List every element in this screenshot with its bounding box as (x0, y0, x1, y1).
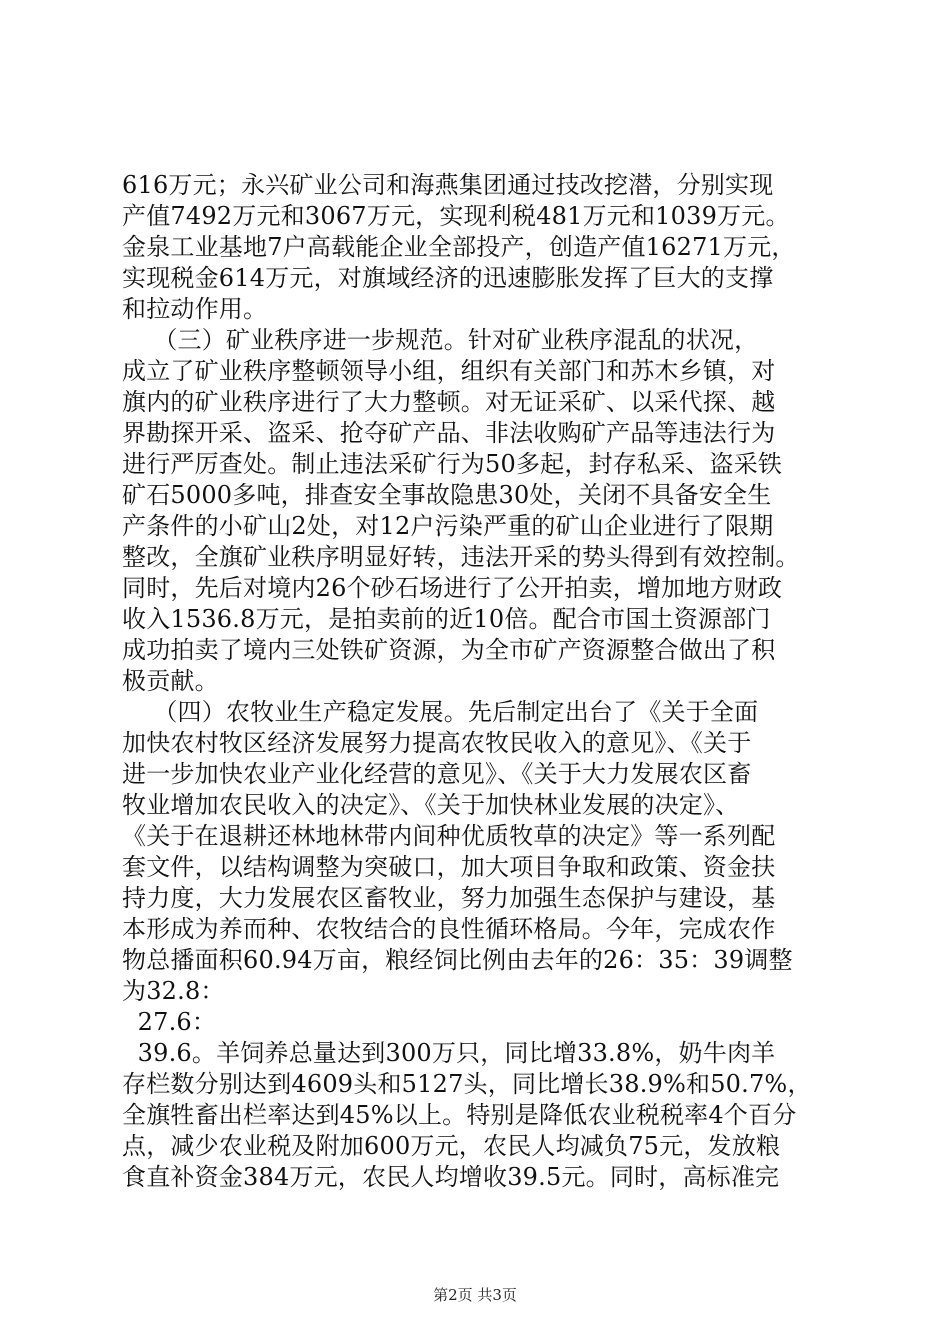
text-line: 产值7492万元和3067万元，实现利税481万元和1039万元。 (122, 202, 790, 230)
text-line: 进一步加快农业产业化经营的意见》、《关于大力发展农区畜 (122, 760, 752, 788)
text-line: 为32.8： (122, 977, 225, 1005)
text-line: （四）农牧业生产稳定发展。先后制定出台了《关于全面 (122, 698, 759, 726)
text-line: 牧业增加农民收入的决定》、《关于加快林业发展的决定》、 (122, 791, 740, 819)
page-footer (0, 1285, 950, 1305)
text-line: 整改，全旗矿业秩序明显好转，违法开采的势头得到有效控制。 (122, 543, 800, 571)
text-line: 《关于在退耕还林地林带内间种优质牧草的决定》等一系列配 (122, 822, 776, 850)
text-line: 点，减少农业税及附加600万元，农民人均减负75元，发放粮 (122, 1132, 781, 1160)
text-line: 金泉工业基地7户高载能企业全部投产，创造产值16271万元， (122, 233, 796, 261)
text-line: 界勘探开采、盗采、抢夺矿产品、非法收购矿产品等违法行为 (122, 419, 776, 447)
text-line: 616万元；永兴矿业公司和海燕集团通过技改挖潜，分别实现 (122, 171, 774, 199)
text-line: 27.6： (122, 1008, 217, 1036)
text-line: 存栏数分别达到4609头和5127头，同比增长38.9%和50.7%， (122, 1070, 812, 1098)
text-line: 本形成为养而种、农牧结合的良性循环格局。今年，完成农作 (122, 915, 776, 943)
text-line: 套文件，以结构调整为突破口，加大项目争取和政策、资金扶 (122, 853, 776, 881)
text-line: 收入1536.8万元，是拍卖前的近10倍。配合市国土资源部门 (122, 605, 771, 633)
text-line: 旗内的矿业秩序进行了大力整顿。对无证采矿、以采代探、越 (122, 388, 776, 416)
text-line: 进行严厉查处。制止违法采矿行为50多起，封存私采、盗采铁 (122, 450, 783, 478)
text-line: 成功拍卖了境内三处铁矿资源，为全市矿产资源整合做出了积 (122, 636, 776, 664)
text-line: 成立了矿业秩序整顿领导小组，组织有关部门和苏木乡镇，对 (122, 357, 776, 385)
text-line: 物总播面积60.94万亩，粮经饲比例由去年的26：35：39调整 (122, 946, 793, 974)
text-line: 加快农村牧区经济发展努力提高农牧民收入的意见》、《关于 (122, 729, 752, 757)
document-body (122, 170, 842, 1193)
text-line: 矿石5000多吨，排查安全事故隐患30处，关闭不具备安全生 (122, 481, 772, 509)
text-line: 持力度，大力发展农区畜牧业，努力加强生态保护与建设，基 (122, 884, 776, 912)
text-line: 39.6。羊饲养总量达到300万只，同比增33.8%，奶牛肉羊 (122, 1039, 776, 1067)
text-line: 极贡献。 (122, 667, 219, 695)
text-line: 食直补资金384万元，农民人均增收39.5元。同时，高标准完 (122, 1163, 780, 1191)
text-line: 实现税金614万元，对旗域经济的迅速膨胀发挥了巨大的支撑 (122, 264, 774, 292)
text-line: 全旗牲畜出栏率达到45%以上。特别是降低农业税税率4个百分 (122, 1101, 797, 1129)
text-line: （三）矿业秩序进一步规范。针对矿业秩序混乱的状况， (122, 326, 759, 354)
text-line: 同时，先后对境内26个砂石场进行了公开拍卖，增加地方财政 (122, 574, 783, 602)
page-number-label: 第2页 共3页 (433, 1286, 517, 1304)
text-line: 产条件的小矿山2处，对12户污染严重的矿山企业进行了限期 (122, 512, 774, 540)
text-line: 和拉动作用。 (122, 295, 268, 323)
